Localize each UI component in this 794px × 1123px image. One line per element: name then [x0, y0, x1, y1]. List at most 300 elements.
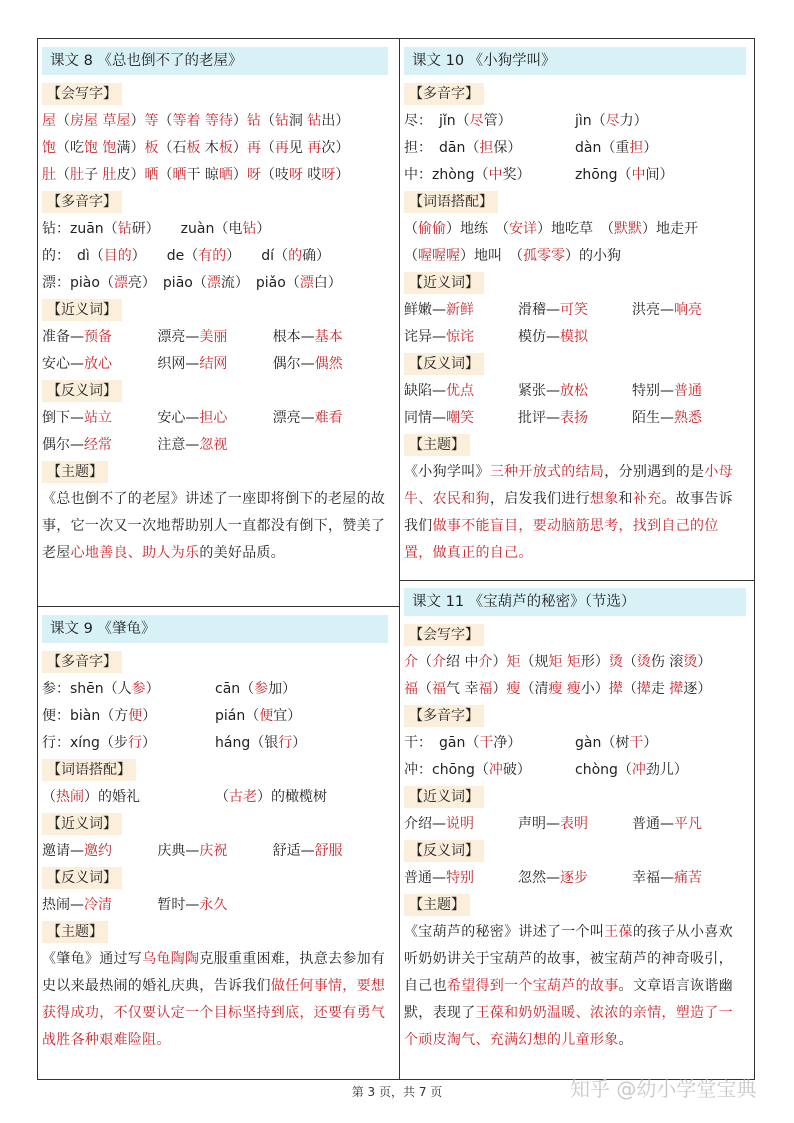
- text-segment: 孤零零: [523, 248, 565, 264]
- text-segment: 热闹—: [42, 897, 84, 913]
- poly-row: [42, 676, 388, 703]
- text-segment: （: [404, 221, 418, 237]
- text-segment: （: [418, 681, 432, 697]
- text-segment: 介: [478, 654, 493, 670]
- text-segment: 补充: [632, 491, 662, 507]
- text-segment: 介: [404, 654, 418, 670]
- row-cell: [575, 135, 746, 162]
- word-pair: [273, 892, 388, 919]
- poly-row: [42, 730, 388, 757]
- lesson9-syn-list: [42, 838, 388, 865]
- text-segment: ）: [142, 708, 157, 724]
- watermark: 知乎 @幼小学堂宝典: [570, 1077, 757, 1101]
- text-segment: 行：xíng（步: [42, 735, 128, 751]
- text-segment: 的美好品质。: [199, 545, 286, 561]
- text-segment: 模仿—: [518, 329, 560, 345]
- text-segment: 逐步: [560, 870, 588, 886]
- synonym-row: [42, 838, 388, 865]
- word-pair: [273, 838, 388, 865]
- word-pair: [404, 865, 518, 892]
- text-segment: 《宝葫芦的秘密》讲述了一个叫: [404, 924, 605, 940]
- text-segment: ）: [492, 681, 507, 697]
- text-segment: 忽视: [199, 437, 228, 453]
- text-segment: 新鲜: [446, 302, 474, 318]
- write-row: [42, 135, 388, 162]
- text-segment: 热闹: [56, 789, 84, 805]
- text-segment: 皮）: [116, 167, 145, 183]
- text-segment: 幸福—: [632, 870, 674, 886]
- row-cell: [42, 676, 215, 703]
- text-segment: 烫: [683, 654, 698, 670]
- text-segment: 逐）: [683, 681, 712, 697]
- text-segment: 普通: [674, 383, 702, 399]
- row-cell: [215, 703, 388, 730]
- lesson8-write-list: [42, 108, 388, 189]
- text-segment: 宜）: [273, 708, 302, 724]
- text-segment: 漂: [299, 275, 314, 291]
- text-segment: 特别: [446, 870, 474, 886]
- word-pair: [404, 324, 518, 351]
- text-segment: 等着 等待: [172, 113, 233, 129]
- lesson11-syn-list: [404, 811, 746, 838]
- lesson9-syn-heading: 【近义词】: [42, 813, 122, 835]
- text-segment: 破）: [502, 762, 531, 778]
- text-segment: 目的: [103, 248, 132, 264]
- text-segment: 经常: [84, 437, 112, 453]
- text-segment: 紧张—: [518, 383, 560, 399]
- text-segment: háng（银: [215, 735, 279, 751]
- text-segment: 形）: [580, 654, 609, 670]
- text-segment: 三种开放式的结局: [489, 464, 605, 480]
- word-pair: [518, 865, 632, 892]
- word-pair: [42, 324, 157, 351]
- word-pair: [404, 811, 518, 838]
- text-segment: 乌龟陶陶: [142, 951, 200, 967]
- text-segment: 便: [128, 708, 143, 724]
- word-pair: [632, 405, 746, 432]
- poly-row: [404, 162, 746, 189]
- text-segment: 结网: [199, 356, 228, 372]
- text-segment: （: [56, 113, 70, 129]
- lesson11-poly-list: [404, 730, 746, 784]
- lesson8-write-heading: 【会写字】: [42, 83, 122, 105]
- text-segment: 永久: [199, 897, 228, 913]
- text-segment: 行: [278, 735, 293, 751]
- text-segment: （: [622, 681, 637, 697]
- row-cell: [404, 108, 575, 135]
- text-segment: 同情—: [404, 410, 446, 426]
- lesson11-ant-list: [404, 865, 746, 892]
- collocation-row: [42, 784, 388, 811]
- lesson8-syn-list: [42, 324, 388, 378]
- text-segment: ）: [141, 735, 156, 751]
- text-segment: 钻：zuān（: [42, 221, 118, 237]
- lesson9-coll-list: [42, 784, 388, 811]
- text-segment: 基本: [314, 329, 343, 345]
- text-segment: 根本—: [272, 329, 315, 345]
- text-segment: （: [404, 248, 418, 264]
- text-segment: 王葆: [604, 924, 633, 940]
- word-pair: [157, 432, 272, 459]
- text-segment: 表明: [560, 816, 588, 832]
- text-segment: 。故事告诉我们: [404, 491, 733, 534]
- text-segment: 站立: [84, 410, 112, 426]
- row-cell: [42, 784, 215, 811]
- lesson10-syn-heading: 【近义词】: [404, 272, 484, 294]
- text-segment: 中: [488, 167, 503, 183]
- text-segment: cān（: [215, 681, 255, 697]
- synonym-row: [404, 297, 746, 324]
- text-segment: ）的小狗: [565, 248, 621, 264]
- text-segment: 再: [246, 140, 261, 156]
- text-segment: 晒: [144, 167, 159, 183]
- word-pair: [157, 351, 272, 378]
- text-segment: 表扬: [560, 410, 588, 426]
- text-segment: 矩: [506, 654, 521, 670]
- text-segment: 福: [432, 681, 446, 697]
- text-segment: ）: [232, 140, 247, 156]
- text-segment: 参：shēn（人: [42, 681, 132, 697]
- lesson8-ant-heading: 【反义词】: [42, 380, 122, 402]
- text-segment: 白）: [313, 275, 342, 291]
- antonym-row: [42, 432, 388, 459]
- lesson8-section: [42, 47, 388, 567]
- poly-row: [404, 135, 746, 162]
- text-segment: 惊诧: [446, 329, 474, 345]
- word-pair: [273, 432, 388, 459]
- text-segment: 安心—: [157, 410, 200, 426]
- text-segment: 出）: [321, 113, 350, 129]
- text-segment: （: [56, 167, 70, 183]
- text-segment: （: [260, 140, 275, 156]
- poly-row: [42, 243, 388, 270]
- text-segment: 哎: [302, 167, 322, 183]
- text-segment: 满）: [116, 140, 145, 156]
- lesson9-coll-heading: 【词语搭配】: [42, 759, 136, 781]
- text-segment: 倒下—: [42, 410, 84, 426]
- word-pair: [42, 405, 157, 432]
- text-segment: 劲儿）: [645, 762, 688, 778]
- text-segment: 说明: [446, 816, 474, 832]
- text-segment: 干 晾: [186, 167, 219, 183]
- lesson10-ant-heading: 【反义词】: [404, 353, 484, 375]
- text-segment: 尽: [605, 113, 620, 129]
- text-segment: 《肇龟》通过写: [42, 951, 143, 967]
- word-pair: [273, 351, 388, 378]
- text-segment: 心地善良、助人为乐: [70, 545, 200, 561]
- text-segment: 等: [144, 113, 159, 129]
- word-pair: [157, 892, 272, 919]
- lesson10-section: [404, 47, 746, 567]
- text-segment: 诧异—: [404, 329, 446, 345]
- lesson9-title: 课文 9 《肇龟》: [42, 615, 388, 643]
- lesson11-syn-heading: 【近义词】: [404, 786, 484, 808]
- text-segment: 的： dì（: [42, 248, 104, 264]
- text-segment: 瘦 瘦: [548, 681, 581, 697]
- word-pair: [273, 324, 388, 351]
- text-segment: 古老: [229, 789, 257, 805]
- text-segment: 放松: [560, 383, 588, 399]
- text-segment: 钻: [274, 113, 289, 129]
- text-segment: 研） zuàn（电: [131, 221, 243, 237]
- text-segment: 饱 饱: [84, 140, 117, 156]
- word-pair: [42, 838, 157, 865]
- text-segment: 介绍—: [404, 816, 446, 832]
- text-segment: 尽: [469, 113, 484, 129]
- text-segment: 喔喔喔: [418, 248, 460, 264]
- text-segment: 板: [218, 140, 233, 156]
- lesson10-poly-heading: 【多音字】: [404, 83, 484, 105]
- word-pair: [632, 378, 746, 405]
- text-segment: 可笑: [560, 302, 588, 318]
- word-pair: [273, 405, 388, 432]
- page-number: 第 3 页，共 7 页: [351, 1085, 443, 1099]
- lesson10-title: 课文 10 《小狗学叫》: [404, 47, 746, 75]
- lesson10-ant-list: [404, 378, 746, 432]
- text-segment: 安详: [509, 221, 537, 237]
- text-segment: 放心: [84, 356, 112, 372]
- text-segment: 漂亮—: [157, 329, 200, 345]
- text-segment: 保）: [493, 140, 522, 156]
- text-segment: 尽： jǐn（: [404, 113, 470, 129]
- text-segment: 呀: [246, 167, 261, 183]
- row-cell: [404, 730, 575, 757]
- text-segment: 偶然: [314, 356, 343, 372]
- text-segment: 福: [404, 681, 418, 697]
- text-segment: （: [418, 654, 432, 670]
- text-segment: 便: [259, 708, 274, 724]
- text-segment: 想象: [589, 491, 619, 507]
- text-segment: 洞: [288, 113, 308, 129]
- text-segment: ）: [232, 113, 247, 129]
- text-segment: 矩: [566, 654, 581, 670]
- text-segment: 晒: [218, 167, 233, 183]
- text-segment: 熟悉: [674, 410, 702, 426]
- text-segment: 普通—: [404, 870, 446, 886]
- text-segment: 子: [84, 167, 103, 183]
- text-segment: 模拟: [560, 329, 588, 345]
- text-segment: ，分别遇到的是: [604, 464, 705, 480]
- text-segment: 福: [478, 681, 493, 697]
- collocation-row: [404, 216, 746, 243]
- row-cell: [575, 162, 746, 189]
- antonym-row: [404, 378, 746, 405]
- text-segment: 特别—: [632, 383, 674, 399]
- lesson8-syn-heading: 【近义词】: [42, 299, 122, 321]
- word-pair: [518, 324, 632, 351]
- text-segment: 肚: [42, 167, 56, 183]
- row-cell: [575, 730, 746, 757]
- text-segment: （吱: [260, 167, 289, 183]
- antonym-row: [42, 405, 388, 432]
- text-segment: 优点: [446, 383, 474, 399]
- text-segment: 肚: [70, 167, 84, 183]
- text-segment: gàn（树: [575, 735, 630, 751]
- text-segment: dàn（重: [575, 140, 630, 156]
- row-cell: [215, 730, 388, 757]
- text-segment: 难看: [314, 410, 343, 426]
- text-segment: ）的婚礼: [84, 789, 140, 805]
- text-segment: ，启发我们进行: [489, 491, 590, 507]
- text-segment: 陌生—: [632, 410, 674, 426]
- write-row: [404, 649, 746, 676]
- text-segment: ）: [643, 140, 658, 156]
- text-segment: ）地叫 （: [460, 248, 523, 264]
- column-divider: [399, 38, 400, 1080]
- text-segment: 板: [186, 140, 201, 156]
- word-pair: [42, 351, 157, 378]
- antonym-row: [404, 865, 746, 892]
- text-segment: 偶尔—: [272, 356, 315, 372]
- text-segment: 见: [288, 140, 308, 156]
- text-segment: 担心: [199, 410, 228, 426]
- text-segment: （: [158, 113, 173, 129]
- text-segment: pián（: [215, 708, 260, 724]
- text-segment: 木: [200, 140, 219, 156]
- text-segment: 默默: [614, 221, 642, 237]
- lesson11-title: 课文 11 《宝葫芦的秘密》（节选）: [404, 588, 746, 616]
- word-pair: [404, 378, 518, 405]
- text-segment: 和: [618, 491, 633, 507]
- text-segment: 呀: [321, 167, 336, 183]
- text-segment: 漂: [206, 275, 221, 291]
- word-pair: [518, 378, 632, 405]
- text-segment: 钻: [307, 113, 322, 129]
- word-pair: [632, 865, 746, 892]
- text-segment: 注意—: [157, 437, 200, 453]
- text-segment: 走: [650, 681, 670, 697]
- text-segment: 舒适—: [272, 843, 315, 859]
- poly-row: [42, 703, 388, 730]
- text-segment: 响亮: [674, 302, 702, 318]
- text-segment: 平凡: [674, 816, 702, 832]
- text-segment: （: [42, 789, 56, 805]
- text-segment: 的: [288, 248, 303, 264]
- text-segment: 板: [144, 140, 159, 156]
- lesson11-write-list: [404, 649, 746, 703]
- text-segment: （石: [158, 140, 187, 156]
- text-segment: 织网—: [157, 356, 200, 372]
- text-segment: 力）: [619, 113, 648, 129]
- text-segment: 再: [274, 140, 289, 156]
- lesson11-section: [404, 588, 746, 1054]
- antonym-row: [42, 892, 388, 919]
- text-segment: 冲: [488, 762, 503, 778]
- text-segment: 气 幸: [446, 681, 479, 697]
- text-segment: 净）: [493, 735, 522, 751]
- text-segment: 奖）: [502, 167, 531, 183]
- text-segment: 间）: [645, 167, 674, 183]
- text-segment: 流） piǎo（: [220, 275, 300, 291]
- text-segment: 希望得到一个宝葫芦的故事: [446, 978, 619, 994]
- row-cell: [215, 676, 388, 703]
- text-segment: 的孩子从小喜欢听奶奶讲关于宝葫芦的故事，被宝葫芦的神奇吸引，自己也: [404, 924, 733, 994]
- lesson9-section: [42, 615, 388, 1054]
- word-pair: [42, 432, 157, 459]
- text-segment: 介: [432, 654, 446, 670]
- text-segment: zhōng（: [575, 167, 632, 183]
- text-segment: （: [215, 789, 229, 805]
- text-segment: ）: [256, 221, 271, 237]
- text-segment: 预备: [84, 329, 112, 345]
- poly-row: [404, 757, 746, 784]
- lesson8-theme-heading: 【主题】: [42, 461, 108, 483]
- row-cell: [404, 135, 575, 162]
- text-segment: ）: [492, 654, 507, 670]
- lesson10-theme-heading: 【主题】: [404, 434, 470, 456]
- text-segment: ） dí（: [226, 248, 289, 264]
- text-segment: 担: [479, 140, 494, 156]
- lesson9-poly-list: [42, 676, 388, 757]
- text-segment: （: [260, 113, 275, 129]
- text-segment: 做任何事情，要想获得成功，不仅要认定一个目标坚持到底，还要有勇气战胜各种艰难险阻。: [42, 978, 386, 1048]
- text-segment: 撵: [636, 681, 651, 697]
- text-segment: 再: [307, 140, 322, 156]
- text-segment: 撵: [669, 681, 684, 697]
- text-segment: 钻: [242, 221, 257, 237]
- text-segment: 《总也倒不了的老屋》讲述了一座即将倒下的老屋的故事，它一次又一次地帮助别人一直都没有倒下，赞美了老屋: [42, 491, 386, 561]
- text-segment: ）: [335, 167, 350, 183]
- text-segment: chòng（: [575, 762, 632, 778]
- text-segment: 行: [127, 735, 142, 751]
- row-cell: [215, 784, 388, 811]
- word-pair: [632, 324, 746, 351]
- text-segment: 钻: [246, 113, 261, 129]
- text-segment: 。文章语言诙谐幽默，表现了: [404, 978, 733, 1021]
- text-segment: 晒: [172, 167, 187, 183]
- text-segment: 撵: [608, 681, 623, 697]
- text-segment: 声明—: [518, 816, 560, 832]
- poly-row: [404, 108, 746, 135]
- lesson8-poly-heading: 【多音字】: [42, 191, 122, 213]
- lesson9-theme-heading: 【主题】: [42, 921, 108, 943]
- text-segment: ） de（: [131, 248, 199, 264]
- text-segment: 偶尔—: [42, 437, 84, 453]
- word-pair: [518, 405, 632, 432]
- text-segment: ）地走开: [642, 221, 698, 237]
- row-cell: [404, 162, 575, 189]
- text-segment: 便：biàn（方: [42, 708, 129, 724]
- row-cell: [575, 757, 746, 784]
- lesson11-write-heading: 【会写字】: [404, 624, 484, 646]
- text-segment: 痛苦: [674, 870, 702, 886]
- lesson10-syn-list: [404, 297, 746, 351]
- word-pair: [157, 838, 272, 865]
- collocation-row: [404, 243, 746, 270]
- text-segment: 《小狗学叫》: [404, 464, 490, 480]
- text-segment: 烫: [636, 654, 651, 670]
- text-segment: 担： dān（: [404, 140, 480, 156]
- text-segment: 漂: [113, 275, 128, 291]
- text-segment: （规: [520, 654, 549, 670]
- text-segment: 准备—: [42, 329, 84, 345]
- text-segment: 。: [618, 1032, 633, 1048]
- text-segment: 邀约: [84, 843, 112, 859]
- text-segment: 钻: [117, 221, 132, 237]
- text-segment: jìn（: [575, 113, 606, 129]
- word-pair: [518, 811, 632, 838]
- text-segment: 房屋 草屋: [70, 113, 131, 129]
- lesson10-theme: [404, 459, 746, 567]
- lesson10-coll-heading: 【词语搭配】: [404, 191, 498, 213]
- text-segment: 肚: [102, 167, 117, 183]
- text-segment: （吃: [56, 140, 84, 156]
- text-segment: ）: [232, 167, 247, 183]
- word-pair: [404, 297, 518, 324]
- text-segment: ）: [643, 735, 658, 751]
- text-segment: 暂时—: [157, 897, 200, 913]
- synonym-row: [404, 324, 746, 351]
